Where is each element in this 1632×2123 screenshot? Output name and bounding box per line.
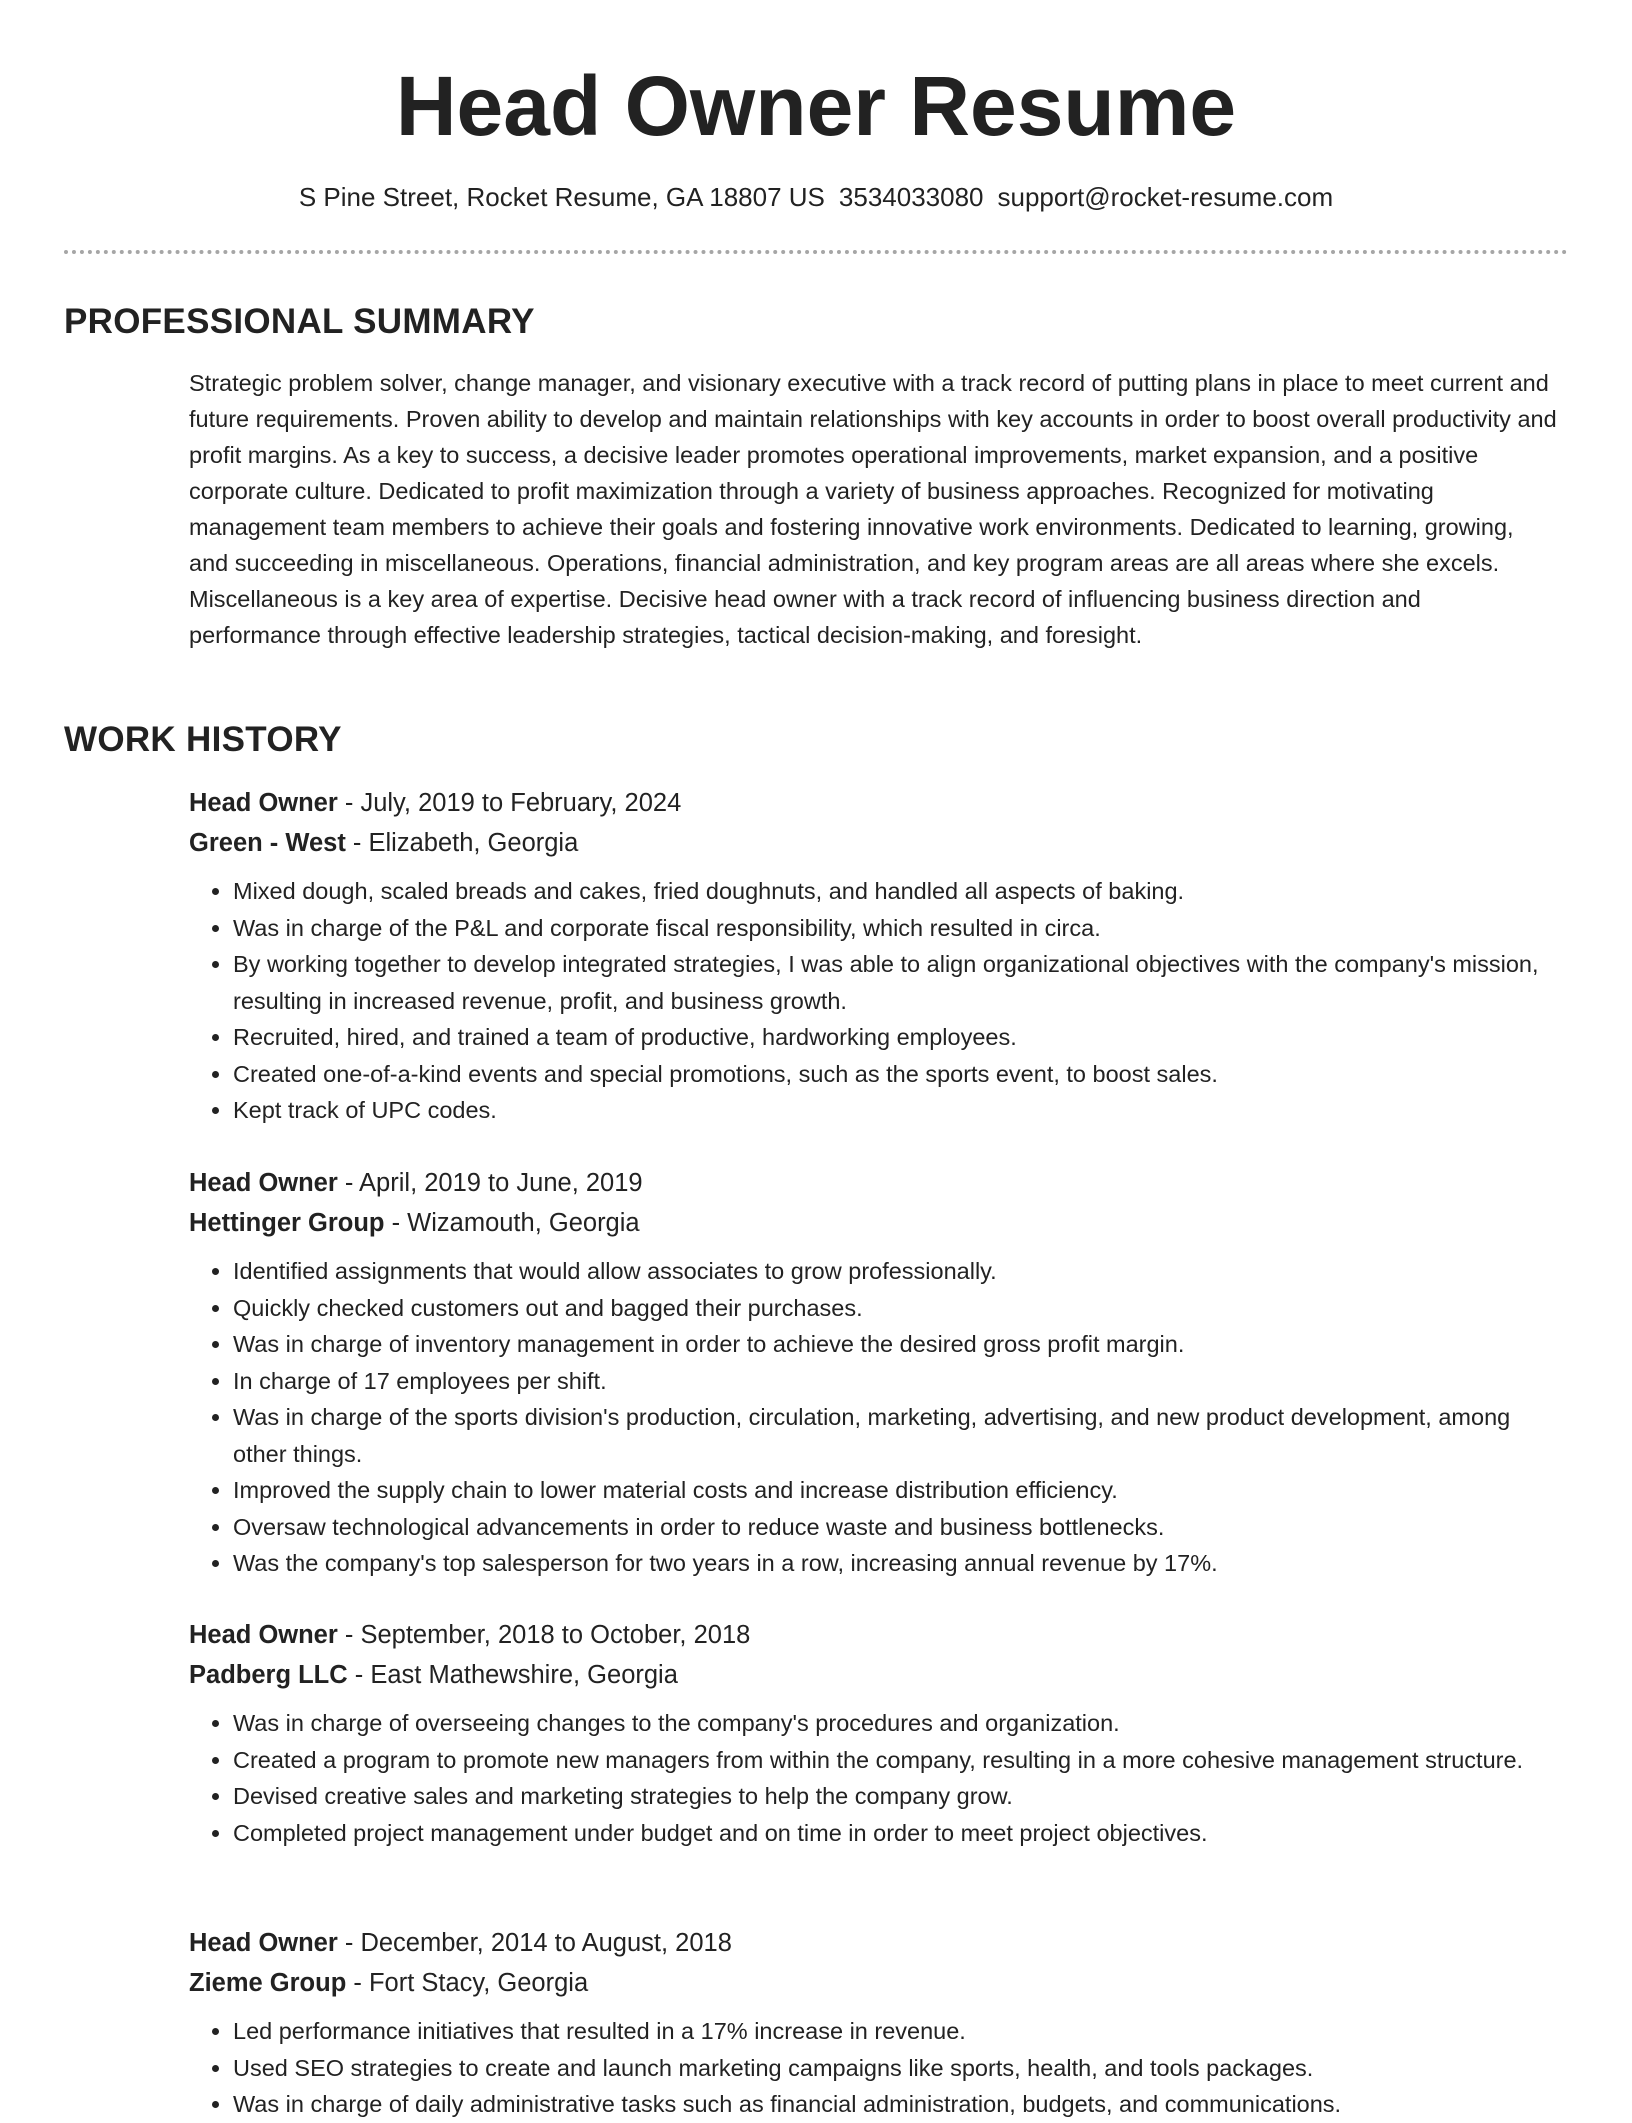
job-bullet: • Mixed dough, scaled breads and cakes, fried doughnuts, and handled all aspects of baking. bbox=[233, 873, 1559, 910]
job-entry bbox=[189, 1615, 1559, 1851]
job-company-line bbox=[189, 1203, 1559, 1243]
job-title-line bbox=[189, 1163, 1559, 1203]
job-title-line bbox=[189, 1923, 1559, 1963]
job-dates: - April, 2019 to June, 2019 bbox=[337, 1169, 643, 1197]
job-bullet: • Quickly checked customers out and bagged their purchases. bbox=[233, 1290, 1559, 1327]
job-title-line bbox=[189, 1615, 1559, 1655]
job-title: Head Owner bbox=[189, 1169, 338, 1197]
contact-phone: 3534033080 bbox=[838, 182, 984, 212]
job-bullet: • Recruited, hired, and trained a team of productive, hardworking employees. bbox=[233, 1019, 1559, 1056]
job-company: Hettinger Group bbox=[189, 1209, 385, 1237]
job-bullets bbox=[189, 2013, 1559, 2123]
job-bullet: • Improved the supply chain to lower material costs and increase distribution efficiency. bbox=[233, 1472, 1559, 1509]
work-history-heading: WORK HISTORY bbox=[64, 720, 342, 759]
job-company-line bbox=[189, 1963, 1559, 2003]
job-bullet: • Was in charge of daily administrative tasks such as financial administration, budgets, and communications. bbox=[233, 2086, 1559, 2123]
job-bullet: • Oversaw technological advancements in order to reduce waste and business bottlenecks. bbox=[233, 1509, 1559, 1546]
job-location: - Wizamouth, Georgia bbox=[384, 1209, 640, 1237]
job-location: - Elizabeth, Georgia bbox=[345, 829, 579, 857]
summary-text: Strategic problem solver, change manager, and visionary executive with a track record of putting plans in place to meet current and future requirements. Proven ability to develop and maintain relationships with key accounts in order to boost overall productivity and profit margins. As a key to success, a decisive leader promotes operational improvements, market expansion, and a positive corporate culture. Dedicated to profit maximization through a variety of business approaches. Recognized for motivating management team members to achieve their goals and fostering innovative work environments. Dedicated to learning, growing, and succeeding in miscellaneous. Operations, financial administration, and key program areas are all areas where she excels. Miscellaneous is a key area of expertise. Decisive head owner with a track record of influencing business direction and performance through effective leadership strategies, tactical decision-making, and foresight. bbox=[189, 370, 1557, 648]
job-title: Head Owner bbox=[189, 1621, 338, 1649]
job-bullet: • Was in charge of inventory management in order to achieve the desired gross profit margin. bbox=[233, 1326, 1559, 1363]
job-bullets bbox=[189, 1253, 1559, 1582]
job-dates: - December, 2014 to August, 2018 bbox=[337, 1929, 732, 1957]
job-bullet: • Was in charge of overseeing changes to the company's procedures and organization. bbox=[233, 1705, 1559, 1742]
job-company-line bbox=[189, 823, 1559, 863]
job-bullet: • Created a program to promote new managers from within the company, resulting in a more cohesive management structure. bbox=[233, 1742, 1559, 1779]
job-bullet: • Was in charge of the P&L and corporate fiscal responsibility, which resulted in circa. bbox=[233, 910, 1559, 947]
job-bullet: • By working together to develop integrated strategies, I was able to align organizational objectives with the company's mission, resulting in increased revenue, profit, and business growth. bbox=[233, 946, 1559, 1019]
job-bullet: • Used SEO strategies to create and launch marketing campaigns like sports, health, and tools packages. bbox=[233, 2050, 1559, 2087]
job-dates: - July, 2019 to February, 2024 bbox=[337, 789, 682, 817]
job-bullet: • Devised creative sales and marketing strategies to help the company grow. bbox=[233, 1778, 1559, 1815]
job-bullet: • Was in charge of the sports division's production, circulation, marketing, advertising, and new product development, among other things. bbox=[233, 1399, 1559, 1472]
job-bullet: • Completed project management under budget and on time in order to meet project objectives. bbox=[233, 1815, 1559, 1852]
contact-email: support@rocket-resume.com bbox=[997, 182, 1334, 212]
job-title: Head Owner bbox=[189, 1929, 338, 1957]
job-bullet: • In charge of 17 employees per shift. bbox=[233, 1363, 1559, 1400]
job-title-line bbox=[189, 783, 1559, 823]
job-company: Padberg LLC bbox=[189, 1661, 348, 1689]
job-bullet: • Was the company's top salesperson for two years in a row, increasing annual revenue by 17%. bbox=[233, 1545, 1559, 1582]
job-bullet: • Identified assignments that would allow associates to grow professionally. bbox=[233, 1253, 1559, 1290]
job-bullets bbox=[189, 873, 1559, 1129]
job-title: Head Owner bbox=[189, 789, 338, 817]
job-entry bbox=[189, 1923, 1559, 2123]
job-bullet: • Created one-of-a-kind events and special promotions, such as the sports event, to boost sales. bbox=[233, 1056, 1559, 1093]
resume-title: Head Owner Resume bbox=[395, 59, 1237, 153]
job-bullet: • Kept track of UPC codes. bbox=[233, 1092, 1559, 1129]
job-company-line bbox=[189, 1655, 1559, 1695]
job-bullets bbox=[189, 1705, 1559, 1851]
job-entry bbox=[189, 1163, 1559, 1582]
contact-info bbox=[0, 181, 1632, 213]
summary-heading: PROFESSIONAL SUMMARY bbox=[64, 302, 535, 341]
contact-address: S Pine Street, Rocket Resume, GA 18807 US bbox=[298, 182, 825, 212]
job-company: Green - West bbox=[189, 829, 346, 857]
header-divider bbox=[64, 250, 1568, 254]
job-dates: - September, 2018 to October, 2018 bbox=[337, 1621, 751, 1649]
job-bullet: • Led performance initiatives that resulted in a 17% increase in revenue. bbox=[233, 2013, 1559, 2050]
job-company: Zieme Group bbox=[189, 1969, 347, 1997]
job-location: - Fort Stacy, Georgia bbox=[346, 1969, 589, 1997]
job-entry bbox=[189, 783, 1559, 1129]
job-location: - East Mathewshire, Georgia bbox=[347, 1661, 678, 1689]
